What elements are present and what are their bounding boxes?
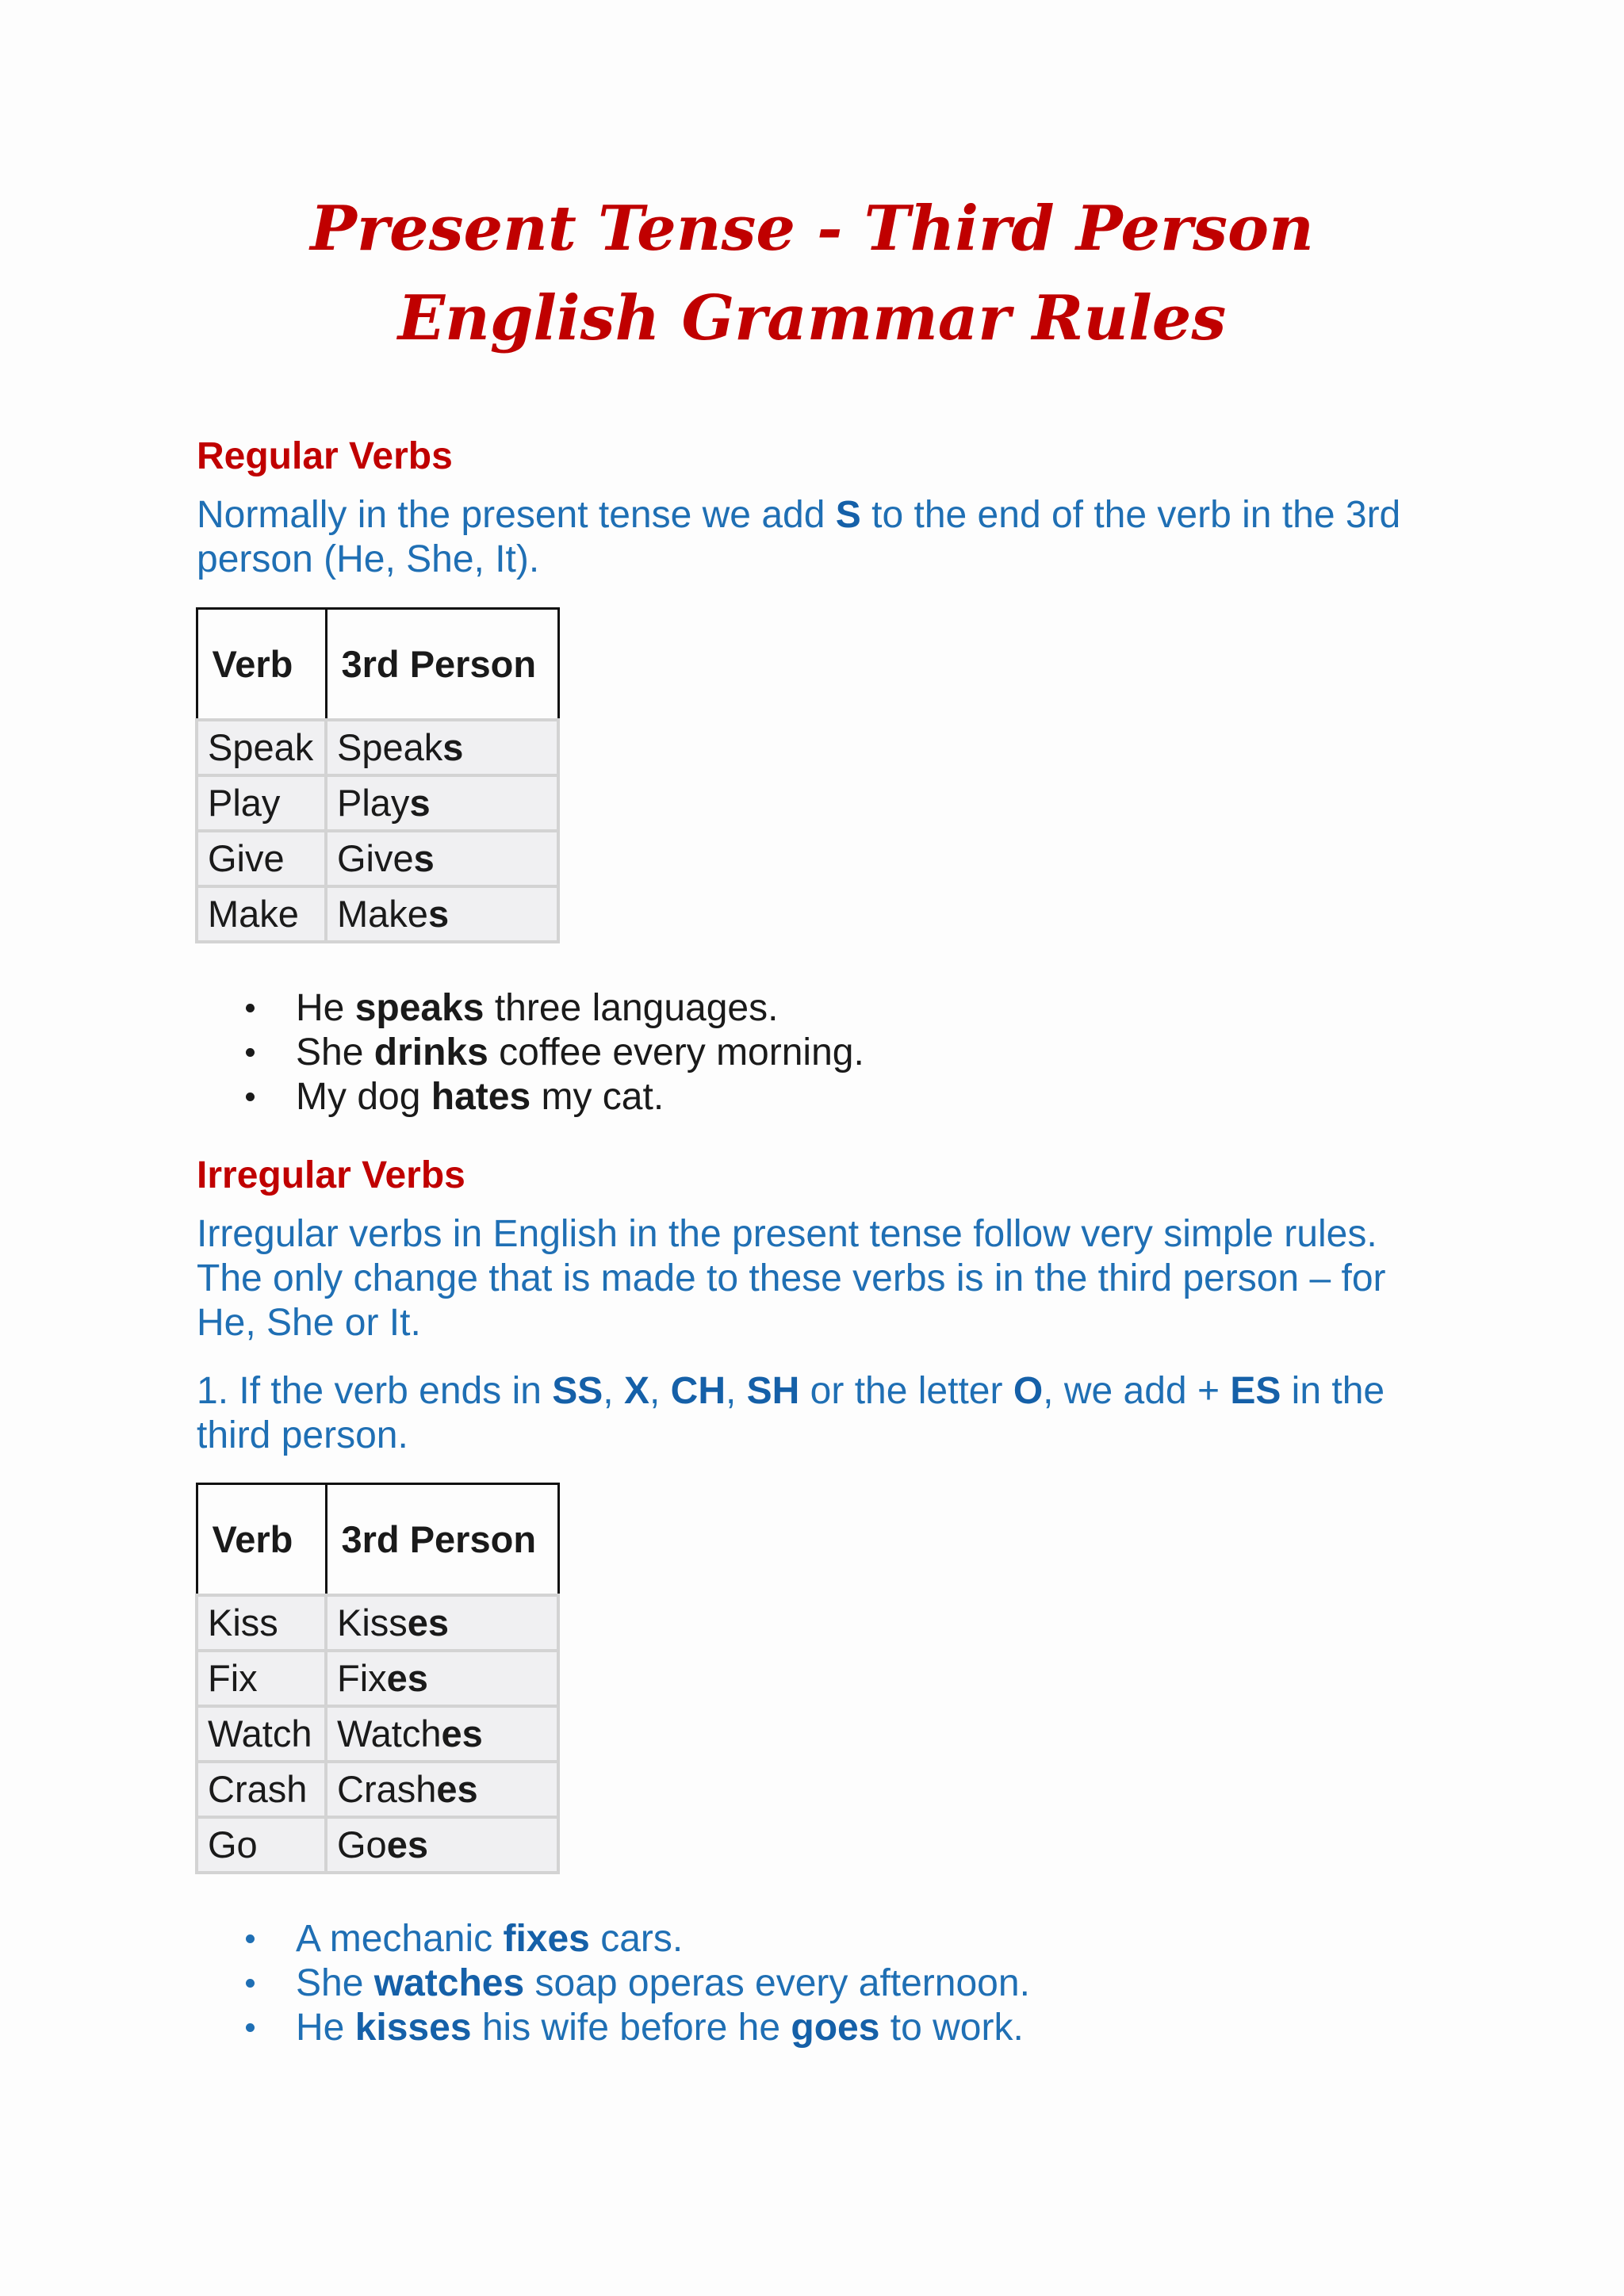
verb-cell: Kiss xyxy=(197,1595,326,1651)
verb-cell: Fix xyxy=(197,1651,326,1706)
example-text: A mechanic xyxy=(296,1918,504,1960)
list-item xyxy=(197,1075,864,1119)
example-text: soap operas every afternoon. xyxy=(524,1962,1030,2004)
table-header-row xyxy=(197,1484,558,1595)
third-person-cell xyxy=(326,831,558,886)
bullet-icon xyxy=(246,1004,255,1012)
bullet-icon xyxy=(246,2023,255,2032)
table-row xyxy=(197,1817,558,1873)
verb-stem: Play xyxy=(337,782,410,824)
table-row xyxy=(197,1706,558,1762)
example-text: She xyxy=(296,1031,374,1073)
irregular-examples-list xyxy=(197,1917,1030,2050)
verb-cell: Play xyxy=(197,775,326,831)
list-item xyxy=(197,2006,1030,2050)
paragraph-text: Irregular verbs in English in the present tense follow very simple rules. xyxy=(197,1213,1377,1255)
page-title-line-2: English Grammar Rules xyxy=(397,282,1227,354)
paragraph-text: third person. xyxy=(197,1414,408,1456)
irregular-rule-1 xyxy=(197,1369,1385,1458)
example-bold: drinks xyxy=(373,1031,488,1073)
verb-cell: Watch xyxy=(197,1706,326,1762)
paragraph-line xyxy=(197,538,1400,582)
regular-verbs-heading: Regular Verbs xyxy=(197,435,453,477)
example-text: his wife before he xyxy=(471,2007,791,2049)
verb-suffix: es xyxy=(386,1823,428,1866)
example-bold: watches xyxy=(373,1962,525,2004)
verb-stem: Kiss xyxy=(337,1601,408,1644)
page-title-line-1: Present Tense - Third Person xyxy=(310,193,1314,265)
verb-suffix: es xyxy=(386,1657,428,1699)
third-person-cell xyxy=(326,886,558,942)
list-item xyxy=(197,986,864,1031)
header-verb: Verb xyxy=(197,609,326,720)
verb-suffix: s xyxy=(413,837,435,879)
example-bold: hates xyxy=(431,1076,531,1118)
verb-stem: Crash xyxy=(337,1768,437,1810)
table-row xyxy=(197,1651,558,1706)
header-3rd-person: 3rd Person xyxy=(326,609,558,720)
example-text: He xyxy=(296,987,355,1029)
example-text: to work. xyxy=(879,2007,1024,2049)
bullet-icon xyxy=(246,1979,255,1988)
list-item xyxy=(197,1917,1030,1961)
paragraph-text: to the end of the verb in the 3rd xyxy=(860,494,1401,536)
paragraph-text: 1. If the verb ends in xyxy=(197,1370,553,1412)
verb-suffix: s xyxy=(409,782,431,824)
verb-stem: Go xyxy=(337,1823,387,1866)
example-text: coffee every morning. xyxy=(488,1031,864,1073)
paragraph-text: in the xyxy=(1281,1370,1385,1412)
table-row xyxy=(197,775,558,831)
third-person-cell xyxy=(326,1651,558,1706)
example-bold: fixes xyxy=(503,1918,590,1960)
paragraph-text: The only change that is made to these verbs is in the third person – for xyxy=(197,1257,1386,1299)
paragraph-text: Normally in the present tense we add xyxy=(197,494,836,536)
verb-stem: Speak xyxy=(337,726,443,768)
paragraph-bold: ES xyxy=(1230,1370,1281,1412)
paragraph-bold: O xyxy=(1013,1370,1044,1412)
paragraph-line xyxy=(197,1257,1386,1301)
verb-stem: Watch xyxy=(337,1712,442,1755)
example-bold: kisses xyxy=(354,2007,472,2049)
example-text: My dog xyxy=(296,1076,431,1118)
example-text: three languages. xyxy=(484,987,779,1029)
verb-suffix: es xyxy=(436,1768,478,1810)
verb-suffix: s xyxy=(442,726,464,768)
paragraph-line xyxy=(197,493,1400,538)
regular-verbs-table xyxy=(195,607,560,943)
third-person-cell xyxy=(326,1706,558,1762)
irregular-verbs-intro xyxy=(197,1212,1386,1345)
third-person-cell xyxy=(326,1817,558,1873)
header-3rd-person: 3rd Person xyxy=(326,1484,558,1595)
paragraph-text: , xyxy=(725,1370,747,1412)
table-row xyxy=(197,1595,558,1651)
bullet-icon xyxy=(246,1048,255,1057)
third-person-cell xyxy=(326,775,558,831)
regular-verbs-intro xyxy=(197,493,1400,582)
table-header-row xyxy=(197,609,558,720)
verb-suffix: s xyxy=(427,893,450,935)
header-verb: Verb xyxy=(197,1484,326,1595)
bullet-icon xyxy=(246,1093,255,1101)
table-row xyxy=(197,1762,558,1817)
table-row xyxy=(197,720,558,775)
paragraph-bold: SS xyxy=(552,1370,603,1412)
paragraph-bold: CH xyxy=(670,1370,726,1412)
irregular-verbs-table xyxy=(195,1483,560,1874)
paragraph-text: or the letter xyxy=(799,1370,1013,1412)
paragraph-text: He, She or It. xyxy=(197,1302,421,1344)
paragraph-text: person (He, She, It). xyxy=(197,538,540,580)
paragraph-line xyxy=(197,1212,1386,1257)
paragraph-bold: X xyxy=(623,1370,649,1412)
example-text: my cat. xyxy=(530,1076,665,1118)
verb-stem: Give xyxy=(337,837,414,879)
example-bold: goes xyxy=(791,2007,880,2049)
irregular-verbs-heading: Irregular Verbs xyxy=(197,1154,465,1196)
third-person-cell xyxy=(326,720,558,775)
paragraph-line xyxy=(197,1369,1385,1414)
example-bold: speaks xyxy=(354,987,485,1029)
example-text: She xyxy=(296,1962,374,2004)
paragraph-bold: S xyxy=(835,494,861,536)
verb-cell: Go xyxy=(197,1817,326,1873)
list-item xyxy=(197,1031,864,1075)
bullet-icon xyxy=(246,1934,255,1943)
verb-cell: Crash xyxy=(197,1762,326,1817)
paragraph-line xyxy=(197,1414,1385,1458)
third-person-cell xyxy=(326,1762,558,1817)
example-text: He xyxy=(296,2007,355,2049)
paragraph-text: , xyxy=(603,1370,624,1412)
paragraph-text: , we add + xyxy=(1043,1370,1231,1412)
verb-cell: Speak xyxy=(197,720,326,775)
paragraph-bold: SH xyxy=(746,1370,800,1412)
list-item xyxy=(197,1961,1030,2006)
table-row xyxy=(197,831,558,886)
example-text: cars. xyxy=(589,1918,684,1960)
verb-suffix: es xyxy=(441,1712,483,1755)
verb-cell: Give xyxy=(197,831,326,886)
paragraph-text: , xyxy=(649,1370,671,1412)
verb-stem: Make xyxy=(337,893,428,935)
verb-cell: Make xyxy=(197,886,326,942)
verb-suffix: es xyxy=(407,1601,450,1644)
paragraph-line xyxy=(197,1301,1386,1345)
regular-examples-list xyxy=(197,986,864,1119)
table-row xyxy=(197,886,558,942)
verb-stem: Fix xyxy=(337,1657,387,1699)
third-person-cell xyxy=(326,1595,558,1651)
